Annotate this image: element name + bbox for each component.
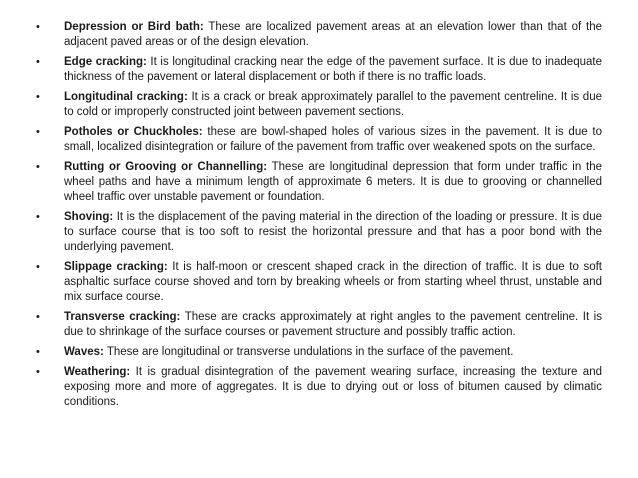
term-description: these are bowl-shaped holes of various sizes in the pavement. It is due to small, localized disintegration or failure of the pavement from traffic over weakened spots on the surface. [64, 126, 602, 153]
term-description: It is half-moon or crescent shaped crack in the direction of traffic. It is due to soft asphaltic surface course shoved and torn by breaking wheels or from starting wheel thrust, unstable and mix surface course. [64, 261, 602, 303]
term-label: Weathering: [64, 366, 131, 378]
list-item [36, 160, 602, 205]
bullet-icon: • [36, 366, 40, 378]
term-label: Shoving: [64, 211, 114, 223]
bullet-icon: • [36, 126, 40, 138]
bullet-icon: • [36, 261, 40, 273]
bullet-icon: • [36, 346, 40, 358]
list-item [36, 55, 602, 85]
list-item [36, 310, 602, 340]
list-item [36, 210, 602, 255]
term-description: It is the displacement of the paving material in the direction of the loading or pressure. It is due to surface course that is too soft to resist the horizontal pressure and that has a poor bond with the underlying pavement. [64, 211, 602, 253]
term-label: Transverse cracking: [64, 311, 181, 323]
list-item [36, 345, 602, 360]
term-label: Depression or Bird bath: [64, 21, 204, 33]
term-description: These are longitudinal depression that form under traffic in the wheel paths and have a minimum length of approximate 6 meters. It is due to grooving or channelled wheel traffic over unstable pavement or foundation. [64, 161, 602, 203]
term-label: Longitudinal cracking: [64, 91, 188, 103]
term-label: Waves: [64, 346, 104, 358]
definition-list [36, 20, 602, 410]
term-description: It is a crack or break approximately parallel to the pavement centreline. It is due to cold or improperly constructed joint between pavement sections. [64, 91, 602, 118]
bullet-icon: • [36, 161, 40, 173]
term-label: Edge cracking: [64, 56, 147, 68]
term-description: It is longitudinal cracking near the edge of the pavement surface. It is due to inadequate thickness of the pavement or lateral displacement or both if there is no traffic loads. [64, 56, 602, 83]
list-item [36, 260, 602, 305]
term-label: Slippage cracking: [64, 261, 168, 273]
term-label: Rutting or Grooving or Channelling: [64, 161, 268, 173]
term-description: These are longitudinal or transverse undulations in the surface of the pavement. [103, 346, 514, 358]
list-item [36, 20, 602, 50]
bullet-icon: • [36, 91, 40, 103]
term-description: These are localized pavement areas at an elevation lower than that of the adjacent paved areas or of the design elevation. [64, 21, 603, 48]
list-item [36, 90, 602, 120]
bullet-icon: • [36, 21, 40, 33]
term-description: These are cracks approximately at right angles to the pavement centreline. It is due to shrinkage of the surface courses or pavement structure and possibly traffic action. [64, 311, 602, 338]
term-description: It is gradual disintegration of the pavement wearing surface, increasing the texture and exposing more and more of aggregates. It is due to drying out or loss of bitumen caused by climatic conditions. [64, 366, 602, 408]
term-label: Potholes or Chuckholes: [64, 126, 203, 138]
bullet-icon: • [36, 311, 40, 323]
bullet-icon: • [36, 56, 40, 68]
list-item [36, 125, 602, 155]
bullet-icon: • [36, 211, 40, 223]
list-item [36, 365, 602, 410]
